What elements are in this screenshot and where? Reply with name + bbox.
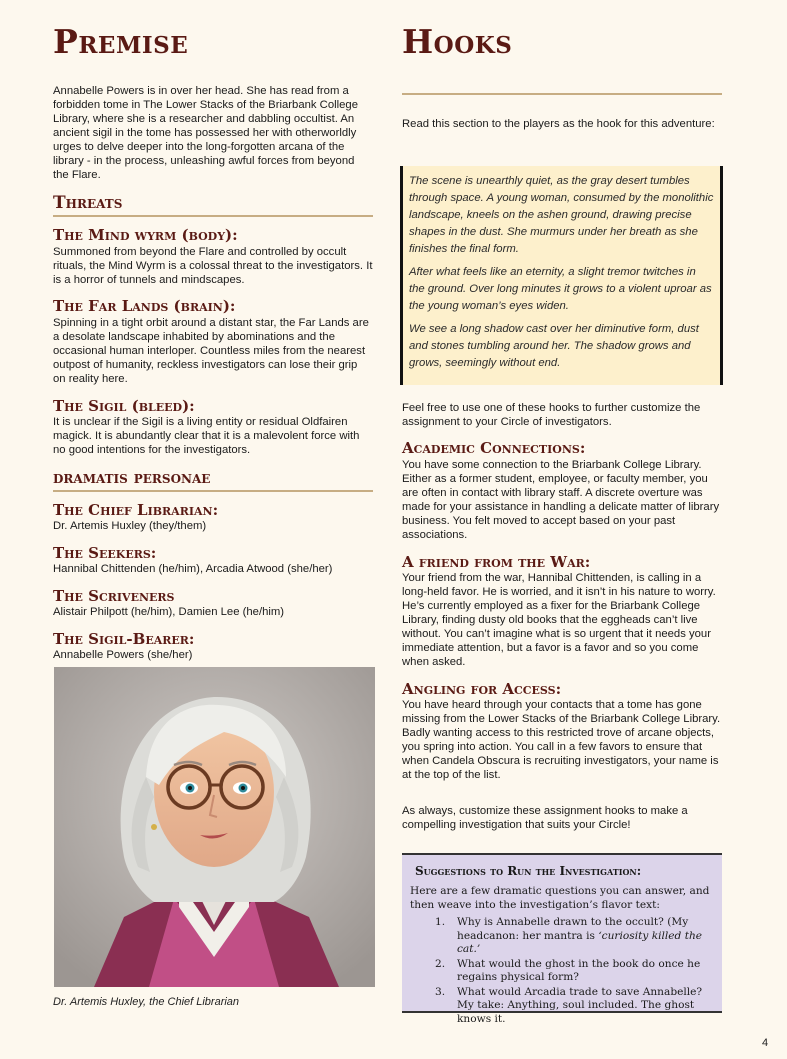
hooks-closing: As always, customize these assignment hooks to make a compelling investigation that suits your Circle! — [402, 805, 688, 831]
list-item-number: 3. — [435, 985, 446, 998]
hook-academic-title: Academic Connections: — [402, 439, 586, 457]
sidebar-question-list — [410, 916, 714, 1026]
threat-sigil-text: It is unclear if the Sigil is a living entity or residual Oldfairen magick. It is abundantly clear that it is a malevolent force with no good intentions for the investigators. — [53, 416, 360, 456]
list-item — [435, 957, 714, 985]
librarian-portrait — [54, 667, 375, 987]
hook-access-title: Angling for Access: — [402, 680, 562, 698]
hooks-heading: Hooks — [402, 22, 513, 61]
threat-far-lands-text: Spinning in a tight orbit around a distant star, the Far Lands are a desolate landscape inhabited by abominations and the occasional human interloper. Countless miles from the nearest outpost of humanity, reckless investigators can lose their grip on reality here. — [53, 317, 369, 385]
suggestions-sidebar — [402, 853, 722, 1025]
hooks-intro: Read this section to the players as the hook for this adventure: — [402, 118, 715, 130]
read-aloud-paragraph: We see a long shadow cast over her diminutive form, dust and stones tumbling around her. The shadow grows and grows, seemingly without end. — [409, 323, 699, 369]
page-number: 4 — [762, 1037, 769, 1049]
npc-scriveners-title: The Scriveners — [53, 587, 175, 605]
hook-friend-title: A friend from the War: — [402, 553, 591, 571]
npc-chief-librarian-text: Dr. Artemis Huxley (they/them) — [53, 520, 207, 532]
hook-access-text: You have heard through your contacts that a tome has gone missing from the Lower Stacks of the Briarbank College Library. Badly wanting access to this restricted trove of arcane objects, you spring into action. You call in a few favors to ensure that when Candela Obscura is recruiting investigators, your name is at the top of the list. — [402, 699, 721, 781]
hooks-divider — [402, 93, 722, 95]
list-item-number: 1. — [435, 916, 446, 928]
list-item-number: 2. — [435, 957, 446, 970]
list-item — [435, 985, 714, 1027]
threat-mind-wyrm-title: The Mind wyrm (body): — [53, 226, 238, 244]
read-aloud-paragraph: After what feels like an eternity, a slight tremor twitches in the ground. Over long minutes it grows to a violent uproar as the young woman’s eyes widen. — [409, 266, 712, 312]
premise-heading: Premise — [53, 22, 189, 61]
list-item — [435, 916, 714, 957]
npc-seekers-text: Hannibal Chittenden (he/him), Arcadia Atwood (she/her) — [53, 563, 333, 575]
list-item-text: What would the ghost in the book do once he regains physical form? — [457, 957, 701, 983]
read-aloud-paragraph: The scene is unearthly quiet, as the gray desert tumbles through space. A young woman, consumed by the monolithic landscape, kneels on the ashen ground, drawing precise shapes in the dust. She murmurs under her breath as she finishes the final form. — [409, 175, 714, 255]
npc-sigil-bearer-title: The Sigil-Bearer: — [53, 630, 195, 648]
npc-sigil-bearer-text: Annabelle Powers (she/her) — [53, 649, 193, 661]
read-aloud-box — [400, 166, 723, 385]
hook-friend-text: Your friend from the war, Hannibal Chittenden, is calling in a long-held favor. He is worried, and it isn’t in his nature to worry. He’s currently employed as a fixer for the Briarbank College Library, finding dusty old books that the eggheads can’t live without. You can’t imagine what is so urgent that it needs your immediate attention, but a favor is a favor and so you come when asked. — [402, 572, 716, 668]
dramatis-heading: dramatis personae — [53, 468, 373, 492]
sidebar-intro: Here are a few dramatic questions you can answer, and then weave into the investigation’s flavor text: — [410, 885, 710, 911]
list-item-text: Why is Annabelle drawn to the occult? (My headcanon: her mantra is — [457, 916, 689, 942]
hooks-customize-text: Feel free to use one of these hooks to further customize the assignment to your Circle of investigators. — [402, 402, 701, 428]
threats-heading: Threats — [53, 193, 373, 217]
threat-sigil-title: The Sigil (bleed): — [53, 397, 195, 415]
npc-chief-librarian-title: The Chief Librarian: — [53, 501, 219, 519]
portrait-caption: Dr. Artemis Huxley, the Chief Librarian — [53, 996, 240, 1008]
npc-scriveners-text: Alistair Philpott (he/him), Damien Lee (he/him) — [53, 606, 285, 618]
threat-far-lands-title: The Far Lands (brain): — [53, 297, 236, 315]
list-item-text: What would Arcadia trade to save Annabelle? My take: Anything, soul included. The ghost knows it. — [457, 985, 703, 1025]
hook-academic-text: You have some connection to the Briarbank College Library. Either as a former student, employee, or faculty member, you are often in contact with library staff. A discrete overture was made for your assistance in handling a delicate matter of library business. You felt moved to accept based on your past associations. — [402, 459, 720, 541]
premise-text: Annabelle Powers is in over her head. She has read from a forbidden tome in The Lower Stacks of the Briarbank College Library, where she is a researcher and dabbling occultist. An ancient sigil in the tome has possessed her with otherworldly urges to delve deeper into the long-forgotten arcana of the library - in the process, unleashing awful forces from beyond the Flare. — [53, 85, 358, 181]
threat-mind-wyrm-text: Summoned from beyond the Flare and controlled by occult rituals, the Mind Wyrm is a colossal threat to the investigators. It is a horror of tunnels and mindscapes. — [53, 246, 373, 286]
npc-seekers-title: The Seekers: — [53, 544, 157, 562]
list-item-emphasis: ‘curiosity killed the cat.’ — [457, 929, 703, 955]
sidebar-title: Suggestions to Run the Investigation: — [415, 864, 642, 878]
